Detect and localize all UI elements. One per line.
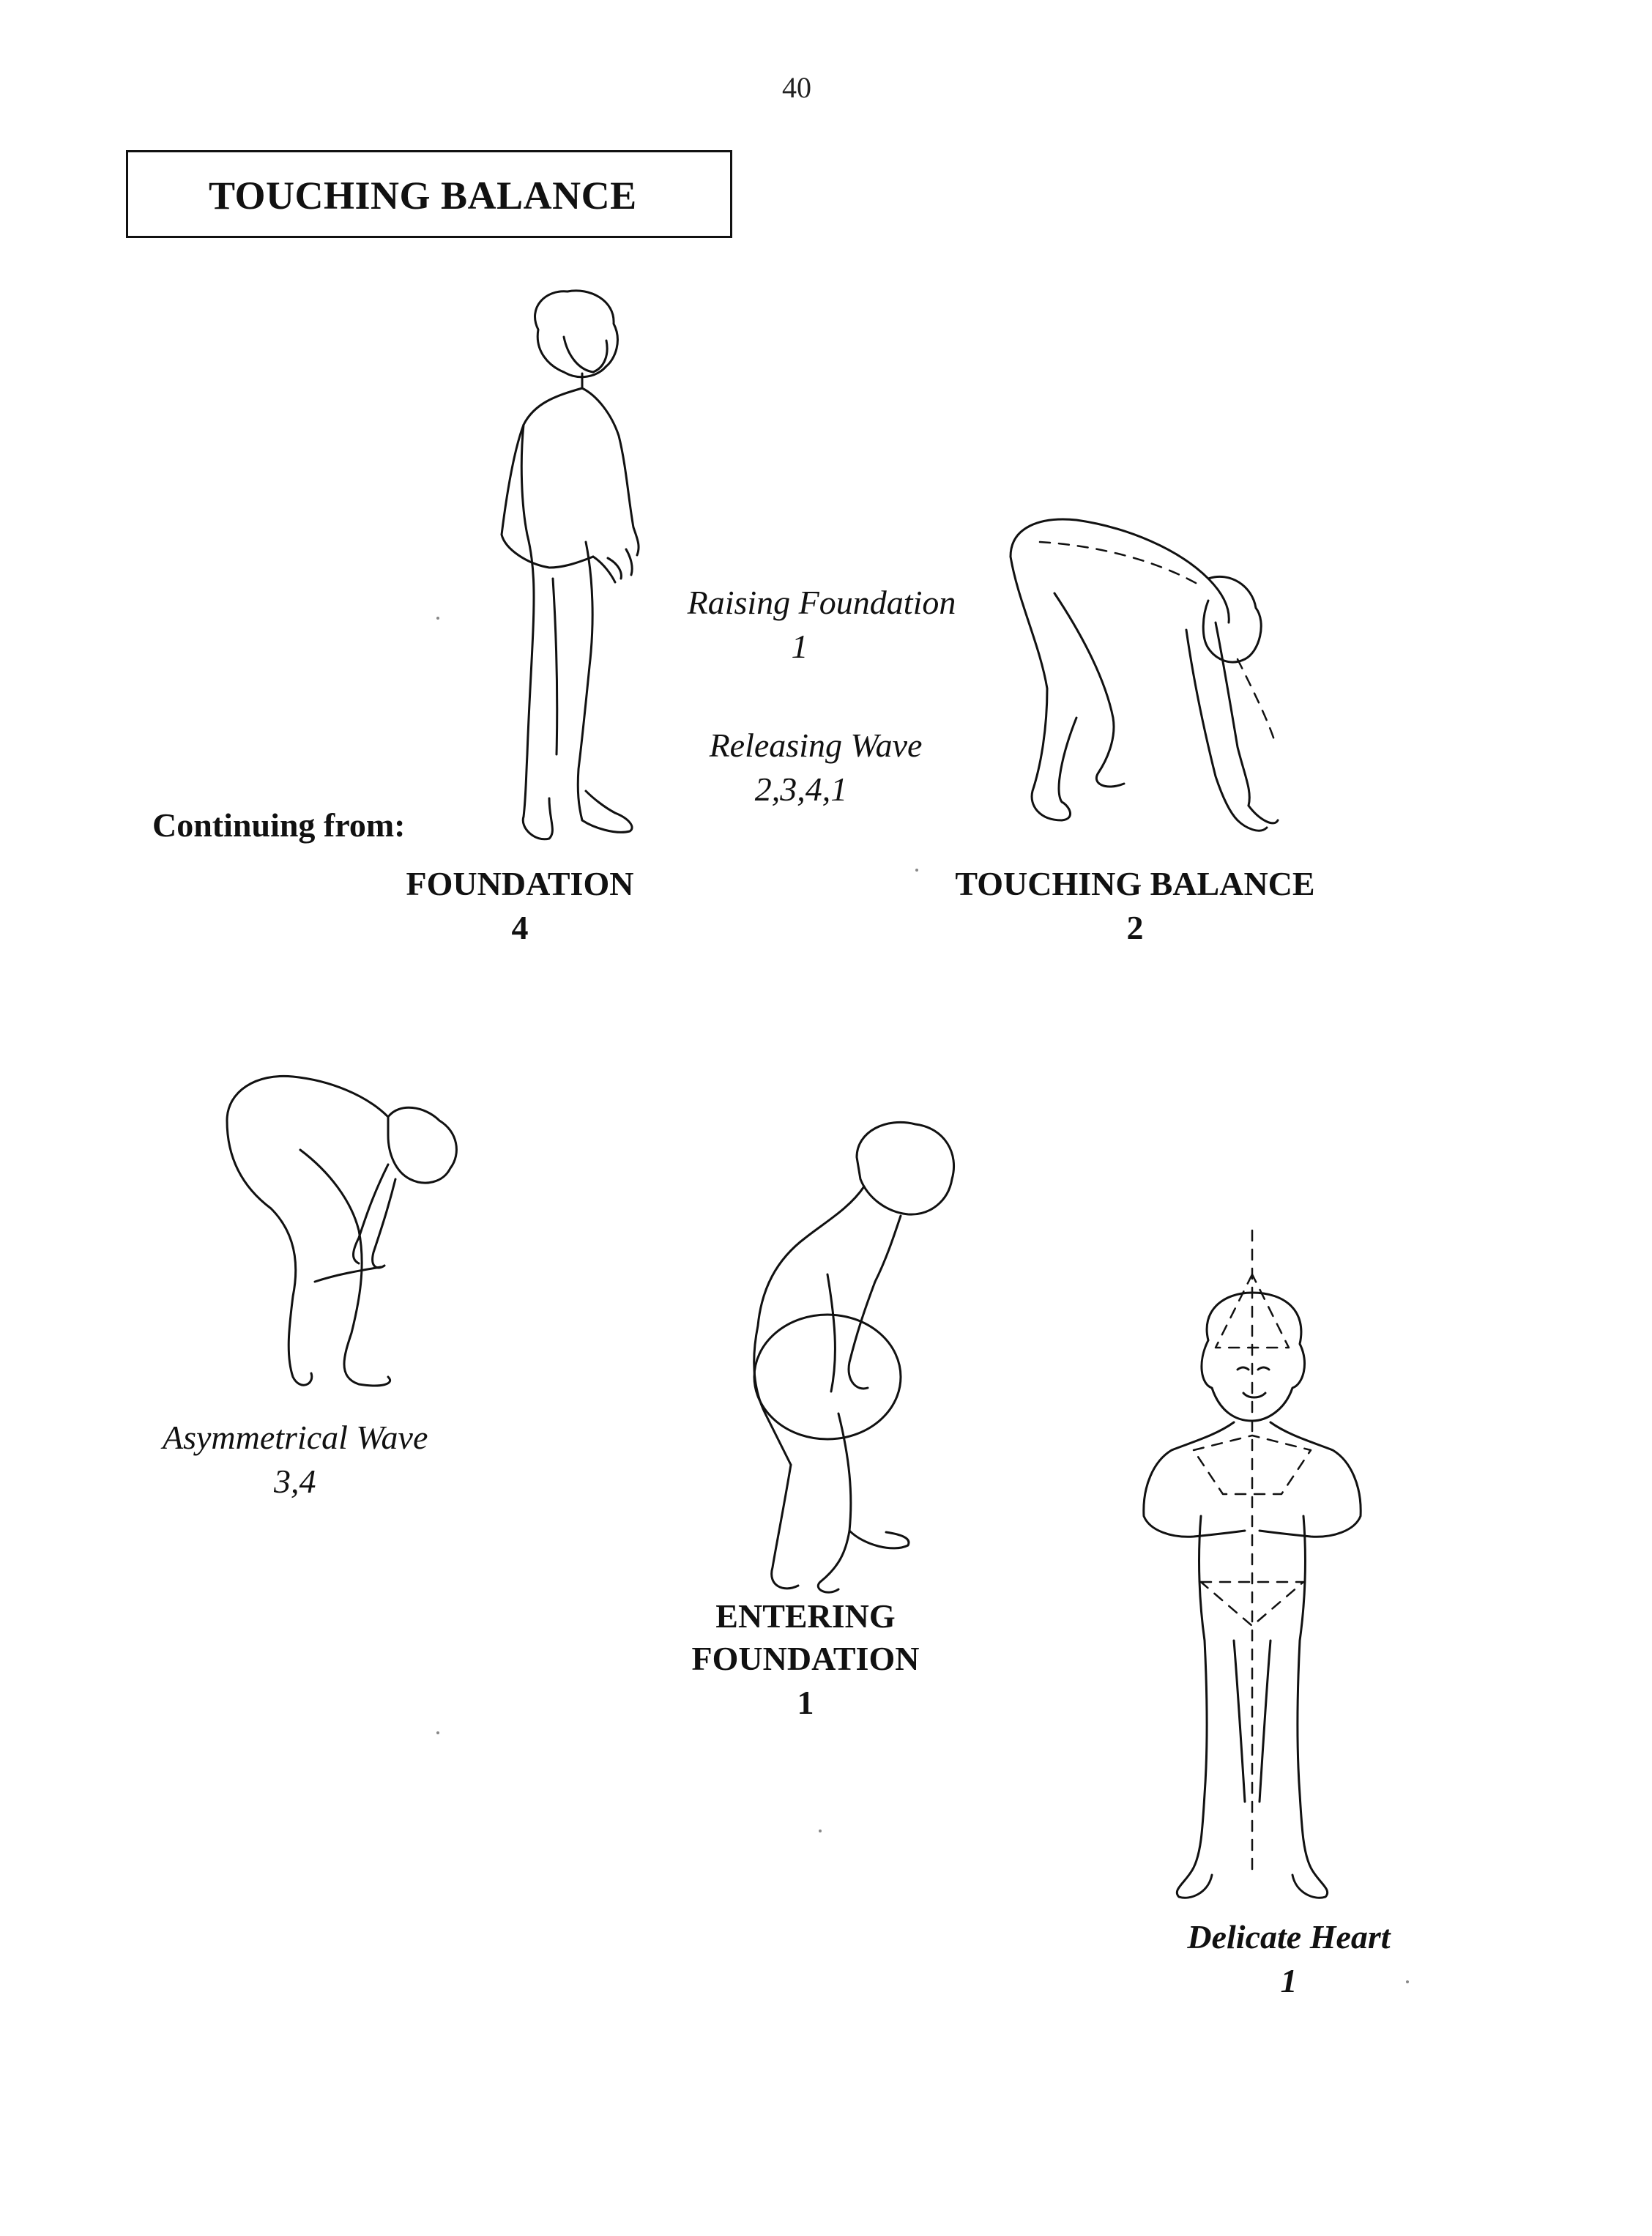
scan-speck <box>436 1731 439 1734</box>
foundation-label: FOUNDATION <box>406 865 634 902</box>
delicate-heart-number: 1 <box>1280 1962 1298 1999</box>
asymmetrical-wave-label: Asymmetrical Wave <box>163 1419 428 1456</box>
foundation-figure-illustration <box>439 286 674 842</box>
scan-speck <box>915 869 918 872</box>
touching-balance-label: TOUCHING BALANCE <box>955 865 1315 902</box>
scan-speck <box>1406 1980 1409 1983</box>
touching-balance-number: 2 <box>1126 909 1144 946</box>
raising-foundation-number: 1 <box>791 628 808 665</box>
delicate-heart-label: Delicate Heart <box>1187 1918 1391 1955</box>
continuing-from-label: Continuing from: <box>152 806 406 844</box>
entering-foundation-label-line2: FOUNDATION <box>691 1640 920 1677</box>
touching-balance-figure-illustration <box>996 513 1303 842</box>
entering-foundation-label-line1: ENTERING <box>715 1597 896 1635</box>
delicate-heart-figure-illustration <box>1128 1230 1377 1904</box>
asymmetrical-wave-figure-illustration <box>212 1062 491 1399</box>
asymmetrical-wave-number: 3,4 <box>274 1463 316 1500</box>
page-number: 40 <box>782 71 811 104</box>
scan-speck <box>436 617 439 620</box>
releasing-wave-label: Releasing Wave <box>709 727 923 764</box>
entering-foundation-figure-illustration <box>681 1113 989 1597</box>
raising-foundation-label: Raising Foundation <box>687 584 956 621</box>
releasing-wave-number: 2,3,4,1 <box>754 770 848 808</box>
page-title: TOUCHING BALANCE <box>209 174 637 218</box>
entering-foundation-number: 1 <box>797 1684 814 1721</box>
scan-speck <box>819 1830 822 1832</box>
foundation-number: 4 <box>511 909 529 946</box>
